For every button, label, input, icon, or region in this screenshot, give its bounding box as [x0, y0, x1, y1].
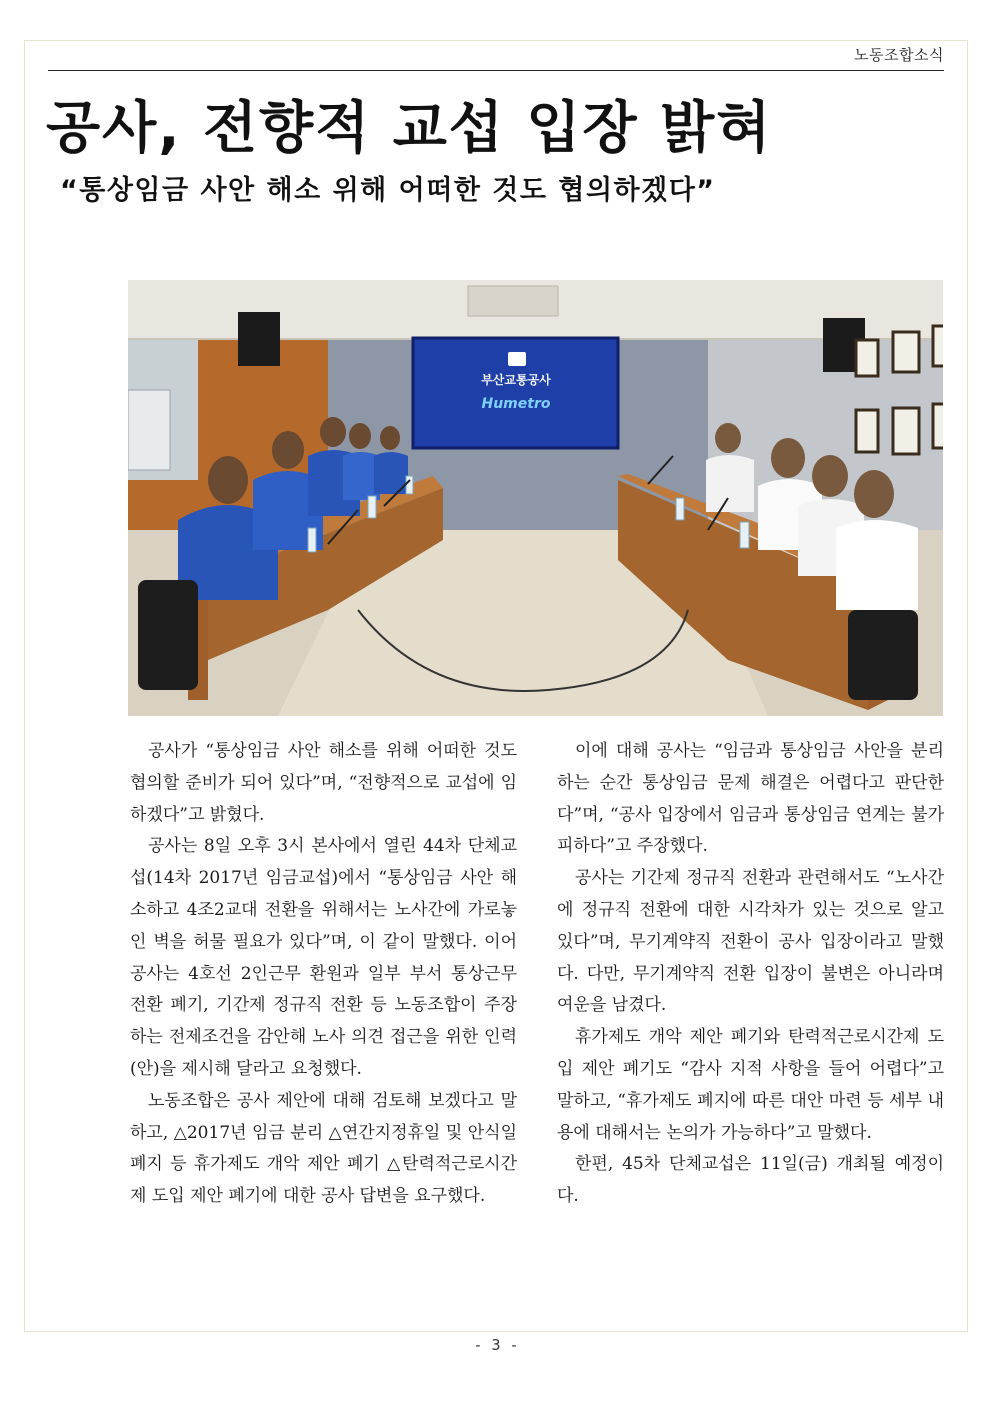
paragraph: 이에 대해 공사는 “임금과 통상임금 사안을 분리하는 순간 통상임금 문제 해결은 어렵다고 판단한다”며, “공사 입장에서 임금과 통상임금 연계는 불가피하다”고 주장했다.	[557, 741, 944, 857]
paragraph: 한편, 45차 단체교섭은 11일(금) 개최될 예정이다.	[557, 1154, 944, 1207]
article-right-column	[557, 736, 944, 1213]
section-label: 노동조합소식	[854, 46, 944, 64]
paragraph: 휴가제도 개악 제안 폐기와 탄력적근로시간제 도입 제안 폐기도 “감사 지적 사항을 들어 어렵다”고 말하고, “휴가제도 폐지에 따른 대안 마련 등 세부 내용에 대해서는 논의가 가능하다”고 말했다.	[557, 1027, 944, 1143]
subheadline: “통상임금 사안 해소 위해 어떠한 것도 협의하겠다”	[60, 175, 716, 206]
speaker-left	[238, 312, 280, 366]
headline: 공사, 전향적 교섭 입장 밝혀	[46, 96, 773, 161]
screen-logo-brand: Humetro	[481, 396, 551, 412]
screen-logo-title: 부산교통공사	[481, 373, 551, 387]
paragraph: 공사는 기간제 정규직 전환과 관련해서도 “노사간에 정규직 전환에 대한 시각차가 있는 것으로 알고 있다”며, 무기계약직 전환이 공사 입장이라고 말했다. 다만, 무기계약직 전환 입장이 불변은 아니라며 여운을 남겼다.	[557, 868, 944, 1016]
paragraph: 노동조합은 공사 제안에 대해 검토해 보겠다고 말하고, △2017년 임금 분리 △연간지정휴일 및 안식일 폐지 등 휴가제도 개악 제안 폐기 △탄력적근로시간제 도입 제안 폐기에 대한 공사 답변을 요구했다.	[130, 1090, 517, 1207]
window	[128, 390, 170, 470]
meeting-photo	[128, 280, 943, 716]
ceiling-vent	[468, 286, 558, 316]
article-left-column	[130, 736, 517, 1213]
page-number: - 3 -	[473, 1336, 519, 1354]
paragraph: 공사는 8일 오후 3시 본사에서 열린 44차 단체교섭(14차 2017년 임금교섭)에서 “통상임금 사안 해소하고 4조2교대 전환을 위해서는 노사간에 가로놓인 벽을 허물 필요가 있다”며, 이 같이 말했다. 이어 공사는 4호선 2인근무 환원과 일부 부서 통상근무 전환 폐기, 기간제 정규직 전환 등 노동조합이 주장하는 전제조건을 감안해 노사 의견 접근을 위한 인력(안)을 제시해 달라고 요청했다.	[130, 836, 517, 1079]
header-rule	[48, 70, 944, 71]
paragraph: 공사가 “통상임금 사안 해소를 위해 어떠한 것도 협의할 준비가 되어 있다”며, “전향적으로 교섭에 임하겠다”고 밝혔다.	[130, 741, 517, 825]
